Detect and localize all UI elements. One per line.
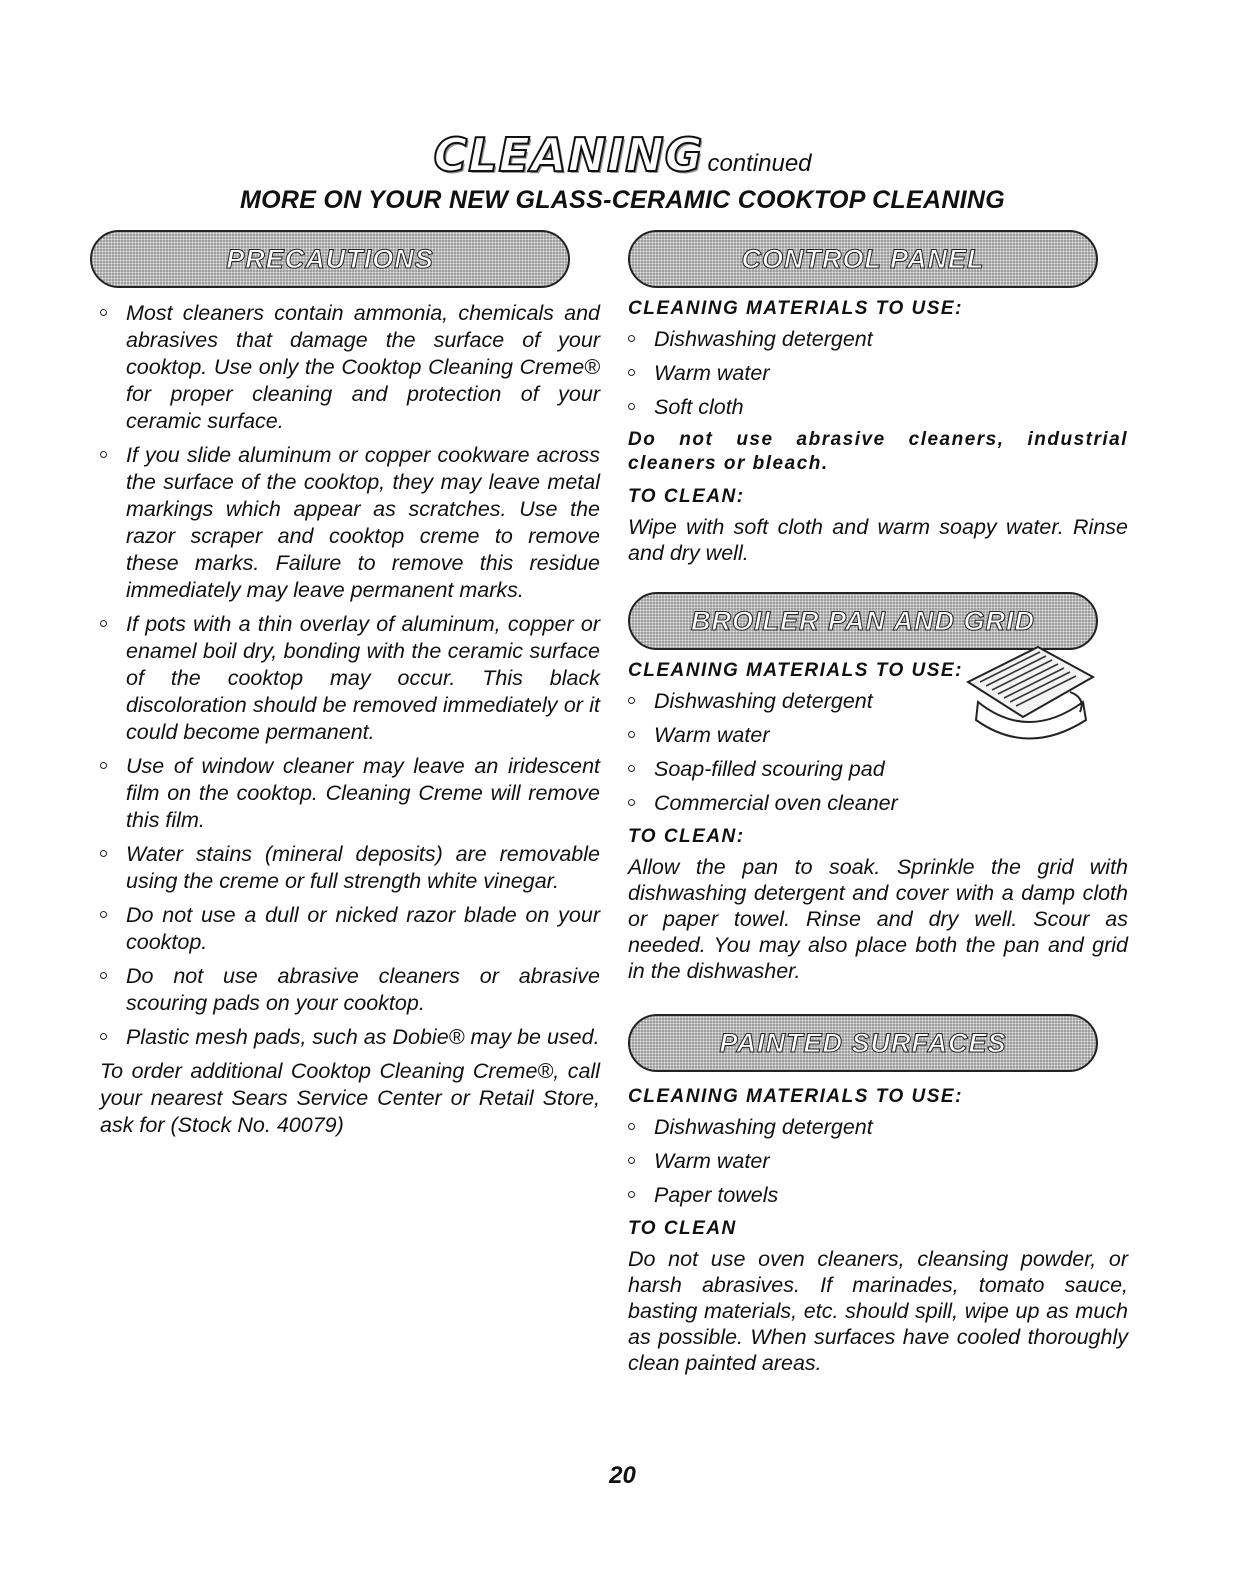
list-item: Paper towels xyxy=(628,1182,1128,1208)
materials-list xyxy=(628,1114,1128,1208)
bullet-icon xyxy=(628,765,635,772)
order-info: To order additional Cooktop Cleaning Creme®, call your nearest Sears Service Center or Retail Store, ask for (Stock No. 40079) xyxy=(100,1059,600,1137)
broiler-banner: BROILER PAN AND GRID xyxy=(628,592,1098,650)
warning-text: Do not use abrasive cleaners, industrial cleaners or bleach. xyxy=(628,429,1128,474)
bullet-icon xyxy=(628,697,635,704)
painted-banner: PAINTED SURFACES xyxy=(628,1014,1098,1072)
bullet-icon xyxy=(100,762,107,769)
title-suffix: continued xyxy=(707,150,812,177)
to-clean-heading: TO CLEAN: xyxy=(628,486,745,507)
bullet-icon xyxy=(628,1157,635,1164)
control-panel-banner: CONTROL PANEL xyxy=(628,230,1098,288)
bullet-icon xyxy=(628,1191,635,1198)
bullet-icon xyxy=(100,850,107,857)
precautions-column xyxy=(100,230,600,1139)
list-item: Use of window cleaner may leave an iridescent film on the cooktop. Cleaning Creme will remove this film. xyxy=(100,753,600,834)
page-title: CLEANING xyxy=(433,128,704,182)
list-item: Do not use a dull or nicked razor blade on your cooktop. xyxy=(100,902,600,956)
bullet-icon xyxy=(100,451,107,458)
list-item: Commercial oven cleaner xyxy=(628,790,1128,816)
list-item: Most cleaners contain ammonia, chemicals and abrasives that damage the surface of your cooktop. Use only the Cooktop Cleaning Creme® for proper cleaning and protection of your ceramic surface. xyxy=(100,300,600,435)
list-item: Soft cloth xyxy=(628,394,1128,420)
bullet-icon xyxy=(628,335,635,342)
page-number: 20 xyxy=(609,1462,636,1489)
to-clean-text: Do not use oven cleaners, cleansing powder, or harsh abrasives. If marinades, tomato sauce, basting materials, etc. should spill, wipe up as much as possible. When surfaces have cooled thoroughly clean painted areas. xyxy=(628,1247,1128,1375)
bullet-icon xyxy=(628,731,635,738)
bullet-icon xyxy=(100,1033,107,1040)
list-item: If you slide aluminum or copper cookware across the surface of the cooktop, they may leave metal markings which appear as scratches. Use the razor scraper and cooktop creme to remove these marks. Failure to remove this residue immediately may leave permanent marks. xyxy=(100,442,600,604)
list-item: Dishwashing detergent xyxy=(628,688,1128,714)
list-item: If pots with a thin overlay of aluminum, copper or enamel boil dry, bonding with the ceramic surface of the cooktop may occur. This black discoloration should be removed immediately or it could become permanent. xyxy=(100,611,600,746)
list-item: Dishwashing detergent xyxy=(628,1114,1128,1140)
bullet-icon xyxy=(100,911,107,918)
list-item: Plastic mesh pads, such as Dobie® may be used. xyxy=(100,1024,600,1051)
list-item: Soap-filled scouring pad xyxy=(628,756,1128,782)
painted-section xyxy=(628,1014,1128,1376)
to-clean-heading: TO CLEAN xyxy=(628,1218,737,1239)
materials-list xyxy=(628,326,1128,420)
materials-heading: CLEANING MATERIALS TO USE: xyxy=(628,660,963,681)
to-clean-heading: TO CLEAN: xyxy=(628,826,745,847)
list-item: Water stains (mineral deposits) are removable using the creme or full strength white vinegar. xyxy=(100,841,600,895)
materials-heading: CLEANING MATERIALS TO USE: xyxy=(628,298,963,319)
control-panel-section xyxy=(628,230,1128,566)
bullet-icon xyxy=(100,620,107,627)
materials-heading: CLEANING MATERIALS TO USE: xyxy=(628,1086,963,1107)
page-header xyxy=(0,128,1245,182)
bullet-icon xyxy=(100,972,107,979)
bullet-icon xyxy=(628,369,635,376)
bullet-icon xyxy=(628,1123,635,1130)
list-item: Dishwashing detergent xyxy=(628,326,1128,352)
bullet-icon xyxy=(100,309,107,316)
to-clean-text: Wipe with soft cloth and warm soapy water. Rinse and dry well. xyxy=(628,515,1128,565)
bullet-icon xyxy=(628,403,635,410)
list-item: Warm water xyxy=(628,1148,1128,1174)
materials-list xyxy=(628,688,1128,816)
precautions-list xyxy=(100,300,600,1051)
page-subtitle: MORE ON YOUR NEW GLASS-CERAMIC COOKTOP CLEANING xyxy=(239,186,1006,214)
broiler-section xyxy=(628,592,1128,984)
list-item: Warm water xyxy=(628,722,1128,748)
list-item: Warm water xyxy=(628,360,1128,386)
list-item: Do not use abrasive cleaners or abrasive scouring pads on your cooktop. xyxy=(100,963,600,1017)
to-clean-text: Allow the pan to soak. Sprinkle the grid with dishwashing detergent and cover with a damp cloth or paper towel. Rinse and dry well. Scour as needed. You may also place both the pan and grid in the dishwasher. xyxy=(628,855,1128,983)
right-column xyxy=(628,230,1128,1376)
precautions-banner: PRECAUTIONS xyxy=(90,230,570,288)
bullet-icon xyxy=(628,799,635,806)
